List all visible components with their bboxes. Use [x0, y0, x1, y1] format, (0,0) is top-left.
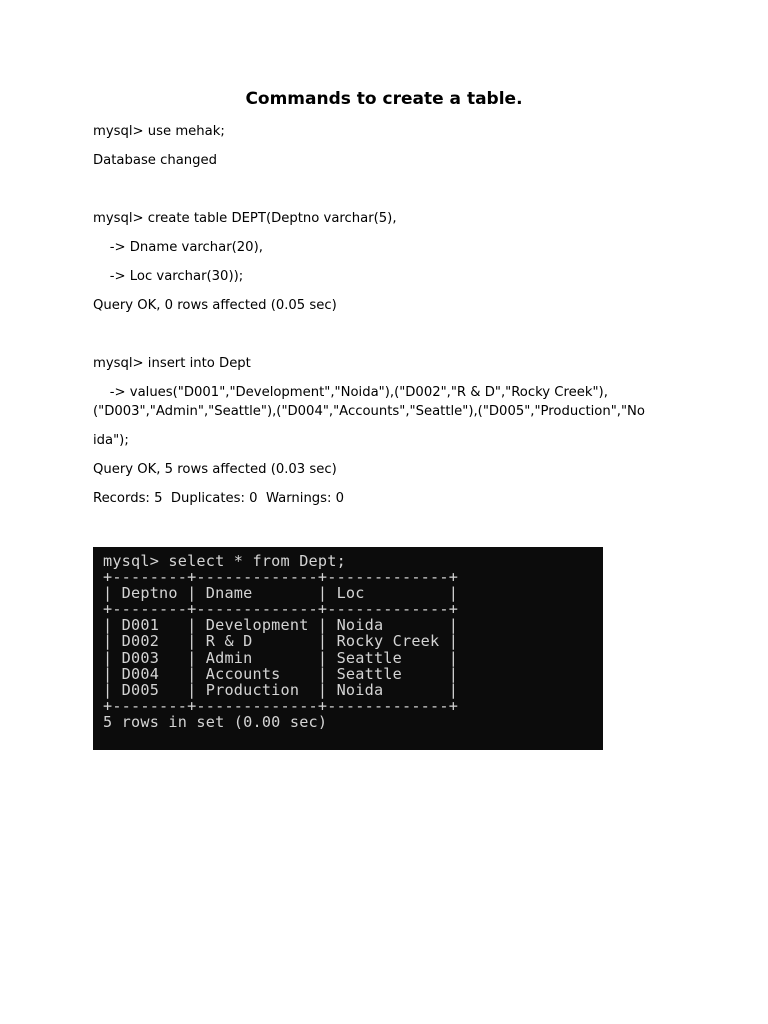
output-db-changed: Database changed	[93, 153, 218, 168]
command-create-table: mysql> create table DEPT(Deptno varchar(5),	[93, 211, 397, 226]
output-create-result: Query OK, 0 rows affected (0.05 sec)	[93, 298, 337, 313]
terminal-screenshot	[93, 547, 603, 750]
table-row: | D004 | Accounts | Seattle |	[103, 664, 459, 683]
table-header-row: | Deptno | Dname | Loc |	[103, 584, 459, 603]
command-use-db: mysql> use mehak;	[93, 124, 225, 139]
terminal-output	[103, 553, 458, 730]
table-row: | D001 | Development | Noida |	[103, 616, 459, 635]
table-row: | D005 | Production | Noida |	[103, 680, 459, 699]
command-create-table-cont-2: -> Loc varchar(30));	[93, 269, 244, 284]
output-insert-result: Query OK, 5 rows affected (0.03 sec)	[93, 462, 337, 477]
command-insert: mysql> insert into Dept	[93, 356, 251, 371]
command-insert-values-2: ("D003","Admin","Seattle"),("D004","Accounts","Seattle"),("D005","Production","No	[93, 404, 645, 419]
terminal-command: mysql> select * from Dept;	[103, 552, 346, 570]
output-insert-records: Records: 5 Duplicates: 0 Warnings: 0	[93, 491, 345, 506]
command-insert-values-3: ida");	[93, 433, 129, 448]
terminal-footer: 5 rows in set (0.00 sec)	[103, 712, 328, 731]
table-border-mid: +--------+-------------+-------------+	[103, 600, 459, 619]
command-create-table-cont-1: -> Dname varchar(20),	[93, 240, 263, 255]
command-insert-values-1: -> values("D001","Development","Noida"),("D002","R & D","Rocky Creek"),	[93, 385, 608, 400]
table-row: | D002 | R & D | Rocky Creek |	[103, 632, 459, 651]
document-title: Commands to create a table.	[245, 89, 523, 109]
table-row: | D003 | Admin | Seattle |	[103, 648, 459, 667]
table-border-top: +--------+-------------+-------------+	[103, 568, 459, 587]
table-border-bottom: +--------+-------------+-------------+	[103, 696, 459, 715]
